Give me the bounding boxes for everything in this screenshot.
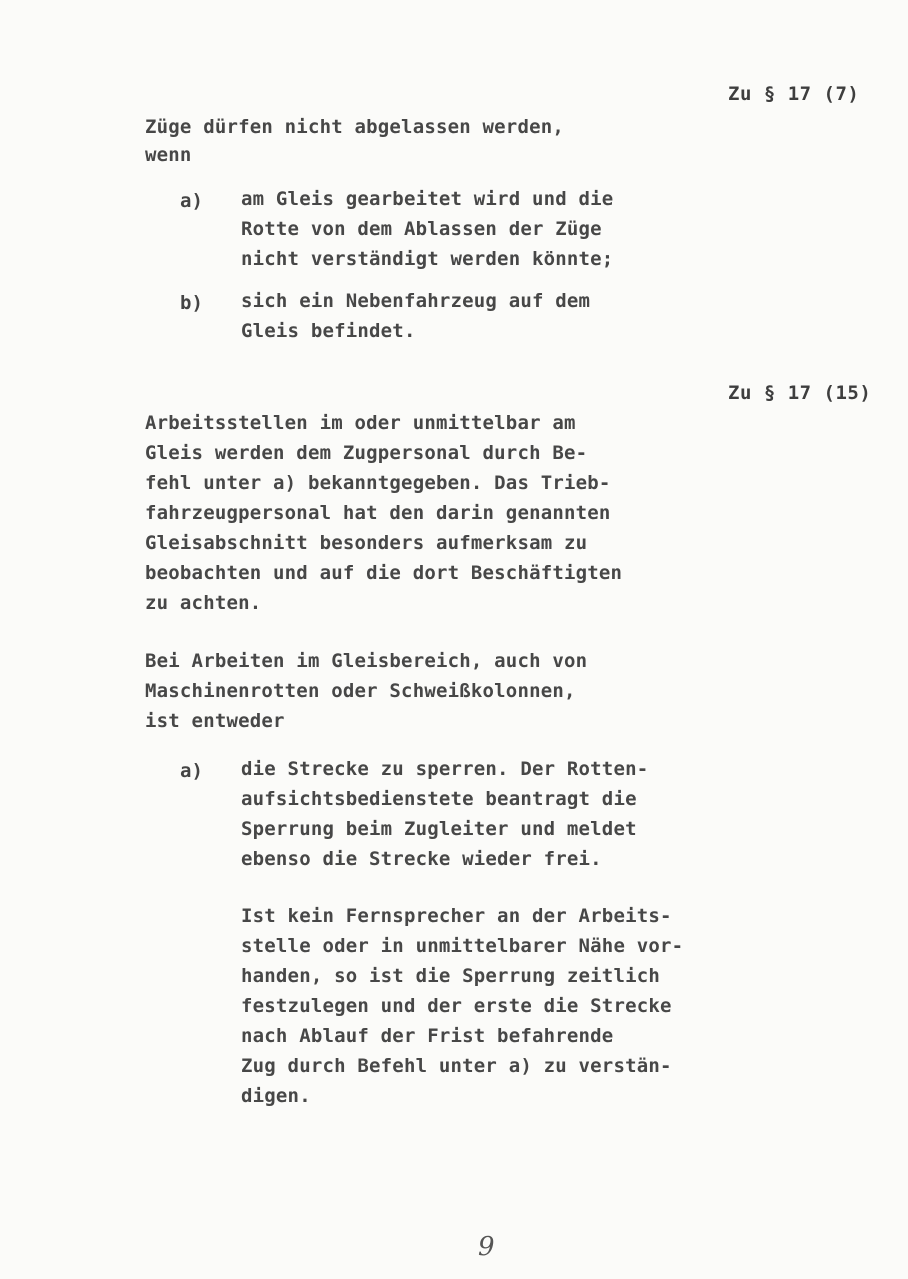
- list-marker: b): [180, 292, 203, 314]
- list-item-continuation-line: festzulegen und der erste die Strecke: [241, 995, 672, 1017]
- list-item-line: aufsichtsbedienstete beantragt die: [241, 788, 637, 810]
- list-item-line: die Strecke zu sperren. Der Rotten-: [241, 758, 649, 780]
- paragraph-line: Arbeitsstellen im oder unmittelbar am: [145, 412, 576, 434]
- list-marker: a): [180, 190, 203, 212]
- list-item-continuation-line: nach Ablauf der Frist befahrende: [241, 1025, 614, 1047]
- list-item-continuation-line: stelle oder in unmittelbarer Nähe vor-: [241, 935, 684, 957]
- paragraph-line: fahrzeugpersonal hat den darin genannten: [145, 502, 611, 524]
- list-item-line: Rotte von dem Ablassen der Züge: [241, 218, 602, 240]
- list-item-line: sich ein Nebenfahrzeug auf dem: [241, 290, 591, 312]
- list-item-line: ebenso die Strecke wieder frei.: [241, 848, 602, 870]
- list-item-continuation-line: Zug durch Befehl unter a) zu verstän-: [241, 1055, 672, 1077]
- intro-line: wenn: [145, 144, 192, 166]
- list-item-continuation-line: digen.: [241, 1085, 311, 1107]
- paragraph-line: ist entweder: [145, 710, 285, 732]
- page-number: 9: [478, 1232, 495, 1262]
- list-item-line: nicht verständigt werden könnte;: [241, 248, 614, 270]
- section-ref-17-15: Zu § 17 (15): [728, 382, 872, 404]
- list-marker: a): [180, 760, 203, 782]
- section-ref-17-7: Zu § 17 (7): [728, 83, 860, 105]
- paragraph-line: beobachten und auf die dort Beschäftigten: [145, 562, 623, 584]
- list-item-line: Gleis befindet.: [241, 320, 416, 342]
- paragraph-line: Bei Arbeiten im Gleisbereich, auch von: [145, 650, 588, 672]
- list-item-continuation-line: handen, so ist die Sperrung zeitlich: [241, 965, 661, 987]
- list-item-line: am Gleis gearbeitet wird und die: [241, 188, 614, 210]
- paragraph-line: Gleis werden dem Zugpersonal durch Be-: [145, 442, 588, 464]
- paragraph-line: Maschinenrotten oder Schweißkolonnen,: [145, 680, 576, 702]
- paragraph-line: fehl unter a) bekanntgegeben. Das Trieb-: [145, 472, 611, 494]
- list-item-line: Sperrung beim Zugleiter und meldet: [241, 818, 637, 840]
- list-item-continuation-line: Ist kein Fernsprecher an der Arbeits-: [241, 905, 672, 927]
- intro-line: Züge dürfen nicht abgelassen werden,: [145, 116, 565, 138]
- paragraph-line: Gleisabschnitt besonders aufmerksam zu: [145, 532, 588, 554]
- paragraph-line: zu achten.: [145, 592, 262, 614]
